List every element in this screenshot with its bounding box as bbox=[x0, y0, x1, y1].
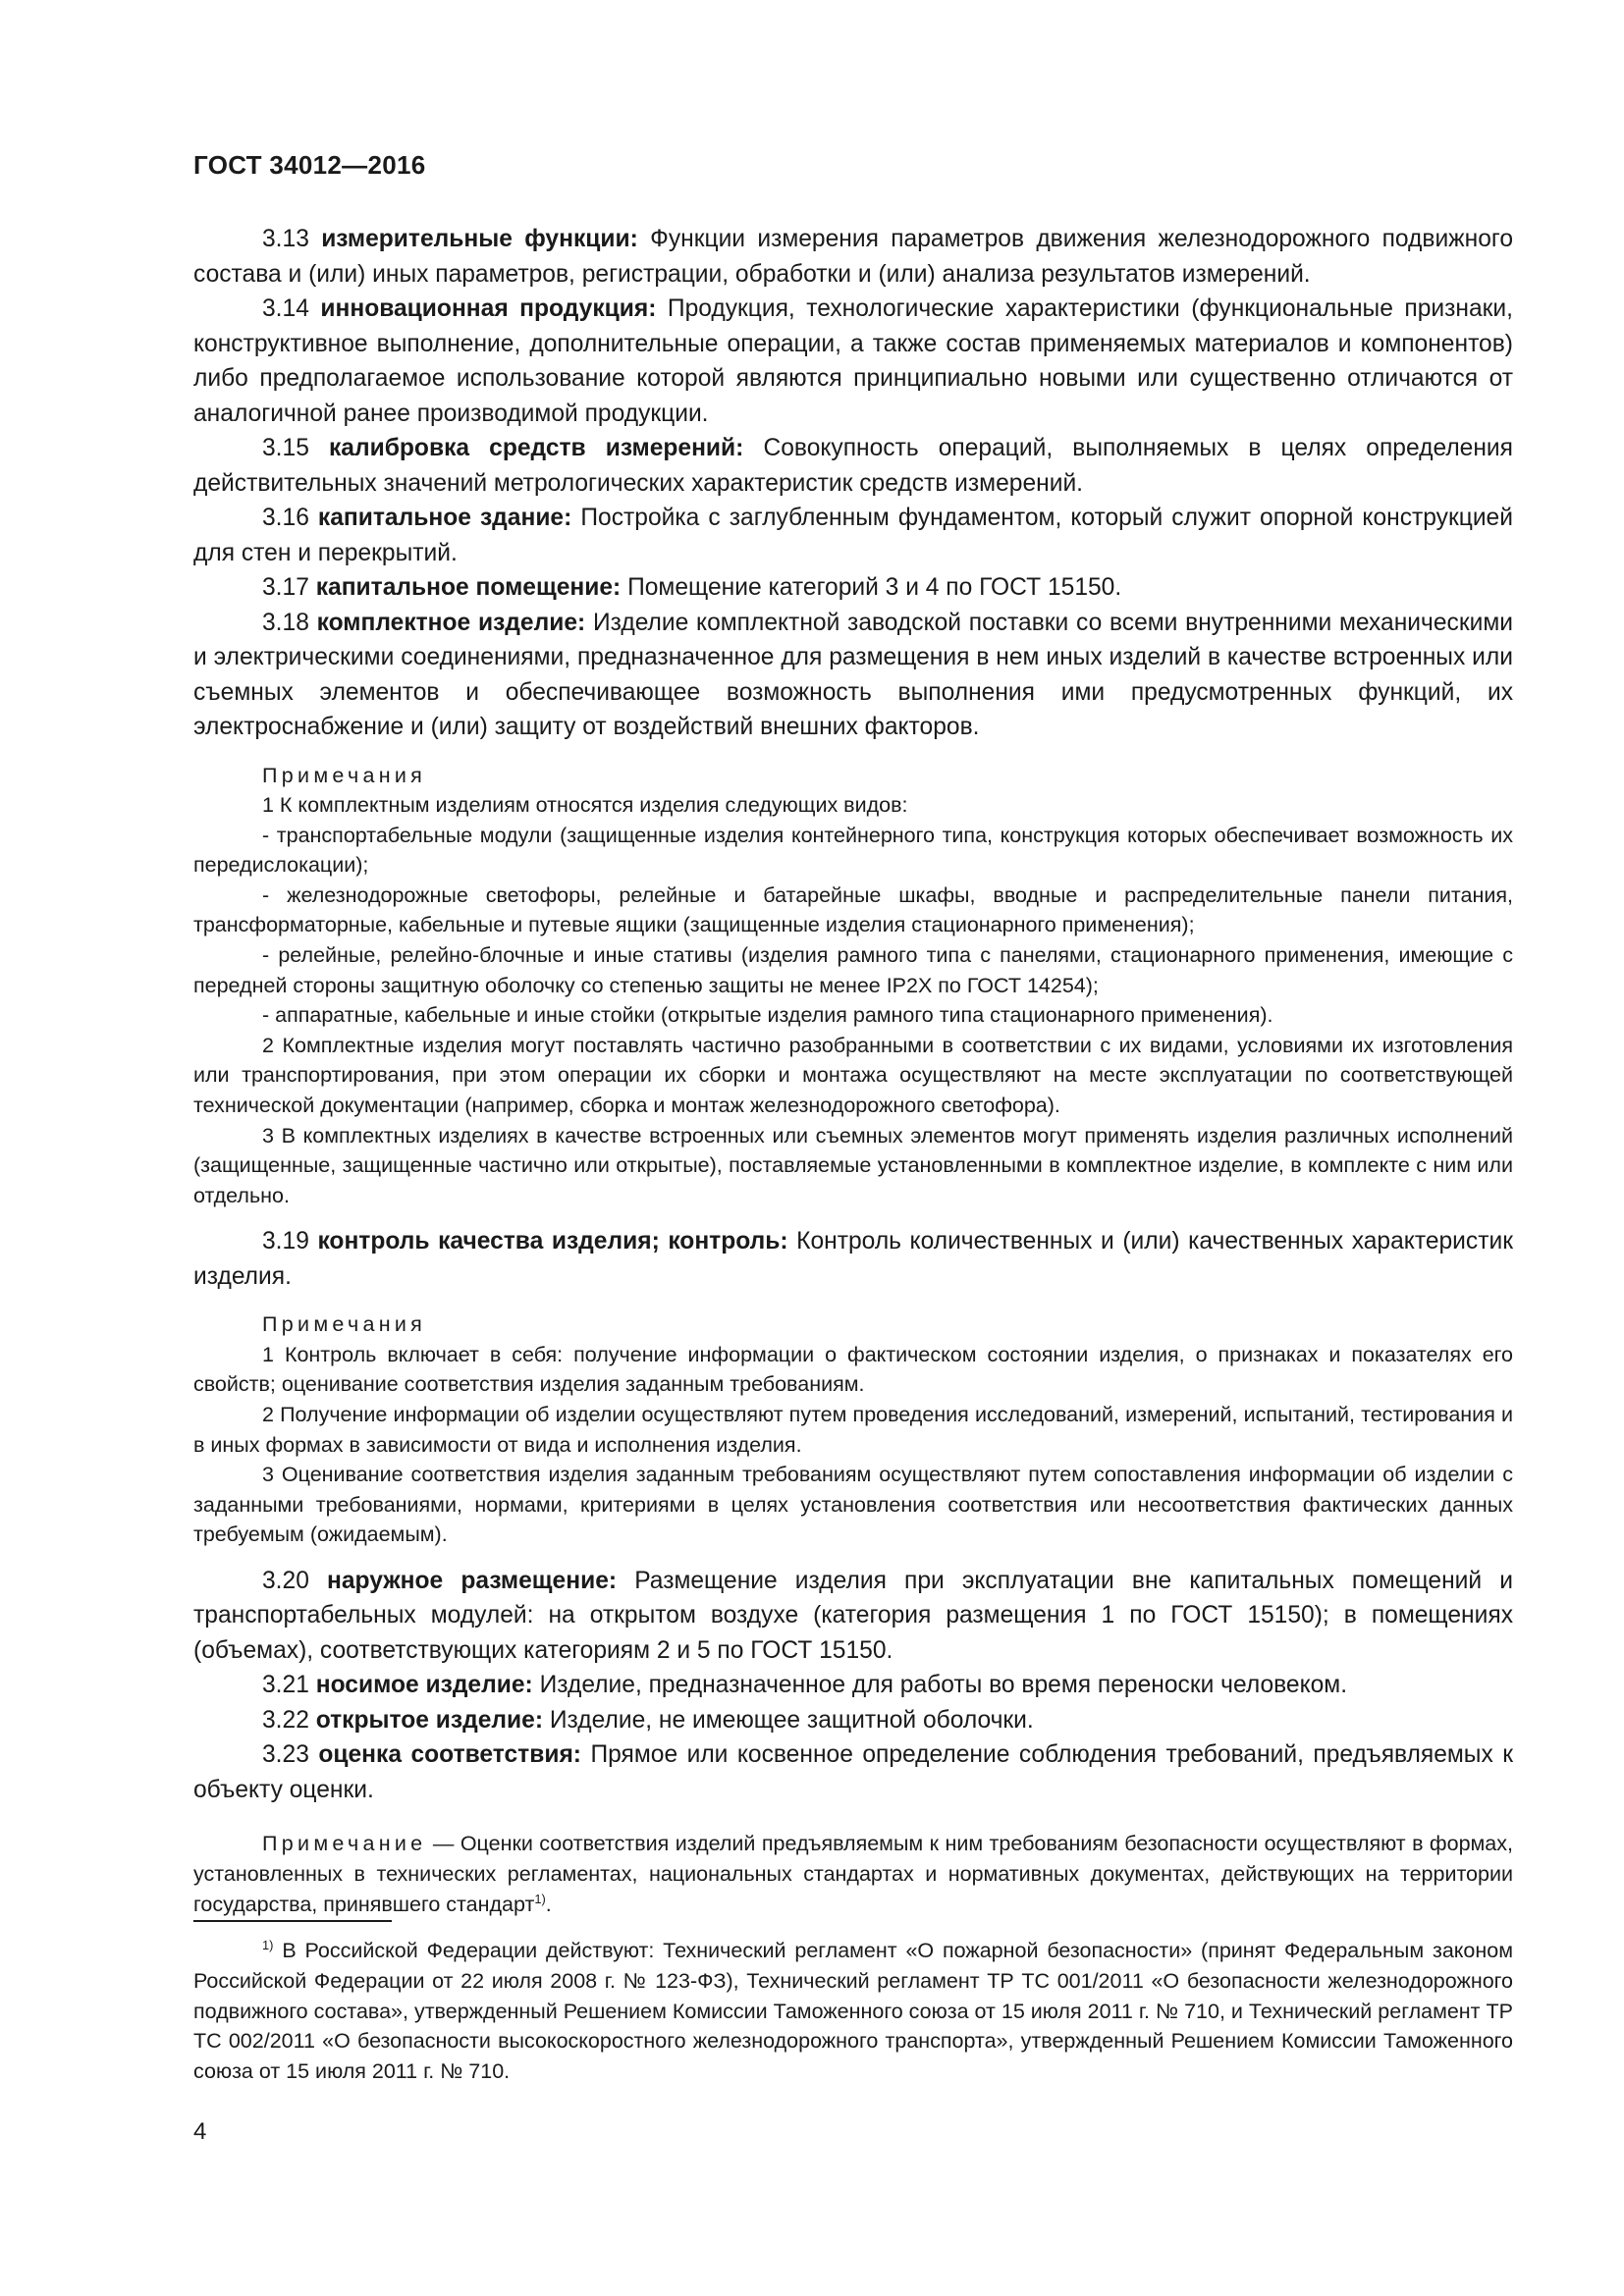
note-item: - железнодорожные светофоры, релейные и батарейные шкафы, вводные и распределительные панели питания, трансформаторные, кабельные и путевые ящики (защищенные изделия стационарного применения); bbox=[193, 882, 1513, 937]
note-label: Примечание bbox=[262, 1832, 427, 1856]
term-number: 3.14 bbox=[262, 295, 309, 322]
term-number: 3.13 bbox=[262, 226, 309, 252]
term-3-16 bbox=[193, 501, 1513, 570]
term-definition: Изделие, предназначенное для работы во время переноски человеком. bbox=[539, 1672, 1348, 1699]
term-name: носимое изделие: bbox=[315, 1672, 533, 1699]
main-content bbox=[193, 222, 1513, 1919]
footnote-reference[interactable]: 1) bbox=[534, 1891, 546, 1906]
note-dash: — bbox=[426, 1832, 460, 1856]
term-name: контроль качества изделия; контроль: bbox=[317, 1228, 788, 1255]
term-name: капитальное помещение: bbox=[315, 574, 622, 601]
term-definition: Постройка с заглубленным фундаментом, который служит опорной конструкцией для стен и перекрытий. bbox=[193, 505, 1513, 566]
term-definition: Изделие, не имеющее защитной оболочки. bbox=[549, 1706, 1034, 1734]
term-name: наружное размещение: bbox=[327, 1567, 618, 1594]
term-name: комплектное изделие: bbox=[316, 609, 586, 636]
term-name: измерительные функции: bbox=[321, 226, 638, 252]
term-definition: Совокупность операций, выполняемых в целях определения действительных значений метрологических характеристик средств измерений. bbox=[193, 435, 1513, 497]
term-definition: Прямое или косвенное определение соблюдения требований, предъявляемых к объекту оценки. bbox=[193, 1741, 1513, 1803]
notes-title: Примечания bbox=[262, 1312, 427, 1337]
notes-title: Примечания bbox=[262, 763, 427, 787]
term-name: оценка соответствия: bbox=[318, 1741, 581, 1769]
footnote bbox=[193, 1936, 1513, 2087]
footnote-marker: 1) bbox=[262, 1937, 274, 1952]
note-item: - транспортабельные модули (защищенные изделия контейнерного типа, конструкция которых обеспечивает возможность их передислокации); bbox=[193, 823, 1513, 878]
term-number: 3.20 bbox=[262, 1567, 309, 1594]
term-definition: Контроль количественных и (или) качественных характеристик изделия. bbox=[193, 1228, 1513, 1290]
note-item: - релейные, релейно-блочные и иные стативы (изделия рамного типа с панелями, стационарного применения, имеющие с передней стороны защитную оболочку со степенью защиты не менее IP2X по ГОСТ 14254); bbox=[193, 942, 1513, 997]
notes-block-3-18 bbox=[193, 761, 1513, 1211]
term-number: 3.15 bbox=[262, 435, 309, 461]
note-item: 2 Комплектные изделия могут поставлять частично разобранными в соответствии с их видами, условиями их изготовления или транспортирования, при этом операции их сборки и монтажа осуществляют на месте эксплуатации по соответствующей технической документации (например, сборка и монтаж железнодорожного светофора). bbox=[193, 1033, 1513, 1117]
term-name: капитальное здание: bbox=[317, 505, 572, 531]
term-3-22 bbox=[193, 1703, 1513, 1738]
term-number: 3.23 bbox=[262, 1741, 309, 1769]
term-definition: Продукция, технологические характеристики (функциональные признаки, конструктивное выполнение, дополнительные операции, а также состав применяемых материалов и компонентов) либо предполагаемое использование которой являются принципиально новыми или существенно отличаются от аналогичной ранее производимой продукции. bbox=[193, 295, 1513, 427]
page-number: 4 bbox=[193, 2118, 207, 2145]
term-number: 3.21 bbox=[262, 1672, 309, 1699]
term-3-13 bbox=[193, 222, 1513, 292]
term-number: 3.22 bbox=[262, 1706, 309, 1734]
note-item: 2 Получение информации об изделии осуществляют путем проведения исследований, измерений, испытаний, тестирования и в иных формах в зависимости от вида и исполнения изделия. bbox=[193, 1403, 1513, 1457]
term-3-23 bbox=[193, 1737, 1513, 1807]
note-text: Оценки соответствия изделий предъявляемым к ним требованиям безопасности осуществляют в формах, установленных в технических регламентах, национальных стандартах и нормативных документах, действующих на территории государства, принявшего стандарт bbox=[193, 1832, 1513, 1916]
notes-block-3-19 bbox=[193, 1309, 1513, 1550]
note-item: 1 Контроль включает в себя: получение информации о фактическом состоянии изделия, о признаках и показателях его свойств; оценивание соответствия изделия заданным требованиям. bbox=[193, 1342, 1513, 1397]
term-3-20 bbox=[193, 1564, 1513, 1669]
document-header: ГОСТ 34012—2016 bbox=[193, 150, 426, 180]
term-definition: Размещение изделия при эксплуатации вне капитальных помещений и транспортабельных модулей: на открытом воздухе (категория размещения 1 по ГОСТ 15150); в помещениях (объемах), соответствующих категориям 2 и 5 по ГОСТ 15150. bbox=[193, 1567, 1513, 1664]
term-definition: Помещение категорий 3 и 4 по ГОСТ 15150. bbox=[627, 574, 1122, 601]
term-3-15 bbox=[193, 431, 1513, 501]
footnote-divider bbox=[193, 1920, 392, 1922]
term-number: 3.17 bbox=[262, 574, 309, 601]
term-number: 3.16 bbox=[262, 505, 309, 531]
term-3-21 bbox=[193, 1668, 1513, 1703]
term-name: калибровка средств измерений: bbox=[328, 435, 744, 461]
term-3-17 bbox=[193, 570, 1513, 606]
footnote-text: В Российской Федерации действуют: Технический регламент «О пожарной безопасности» (принят Федеральным законом Российской Федерации от 22 июля 2008 г. № 123-ФЗ), Технический регламент ТР ТС 001/2011 «О безопасности железнодорожного подвижного состава», утвержденный Решением Комиссии Таможенного союза от 15 июля 2011 г. № 710, и Технический регламент ТР ТС 002/2011 «О безопасности высокоскоростного железнодорожного транспорта», утвержденный Решением Комиссии Таможенного союза от 15 июля 2011 г. № 710. bbox=[193, 1939, 1513, 2084]
term-number: 3.18 bbox=[262, 609, 309, 636]
term-name: открытое изделие: bbox=[315, 1706, 544, 1734]
term-number: 3.19 bbox=[262, 1228, 309, 1255]
term-definition: Функции измерения параметров движения железнодорожного подвижного состава и (или) иных параметров, регистрации, обработки и (или) анализа результатов измерений. bbox=[193, 226, 1513, 288]
note-item: 3 В комплектных изделиях в качестве встроенных или съемных элементов могут применять изделия различных исполнений (защищенные, защищенные частично или открытые), поставляемые установленными в комплектное изделие, в комплекте с ним или отдельно. bbox=[193, 1123, 1513, 1207]
note-item: - аппаратные, кабельные и иные стойки (открытые изделия рамного типа стационарного применения). bbox=[262, 1003, 1273, 1028]
note-item: 3 Оценивание соответствия изделия заданным требованиям осуществляют путем сопоставления информации об изделии с заданными требованиями, нормами, критериями в целях установления соответствия или несоответствия фактических данных требуемым (ожидаемым). bbox=[193, 1463, 1513, 1547]
note-3-23 bbox=[193, 1829, 1513, 1919]
term-3-14 bbox=[193, 292, 1513, 431]
note-end: . bbox=[545, 1892, 552, 1916]
term-3-19 bbox=[193, 1224, 1513, 1294]
note-item: 1 К комплектным изделиям относятся изделия следующих видов: bbox=[262, 793, 908, 817]
term-3-18 bbox=[193, 606, 1513, 745]
term-name: инновационная продукция: bbox=[320, 295, 657, 322]
term-definition: Изделие комплектной заводской поставки со всеми внутренними механическими и электрическими соединениями, предназначенное для размещения в нем иных изделий в качестве встроенных или съемных элементов и обеспечивающее возможность выполнения ими предусмотренных функций, их электроснабжение и (или) защиту от воздействий внешних факторов. bbox=[193, 609, 1513, 740]
